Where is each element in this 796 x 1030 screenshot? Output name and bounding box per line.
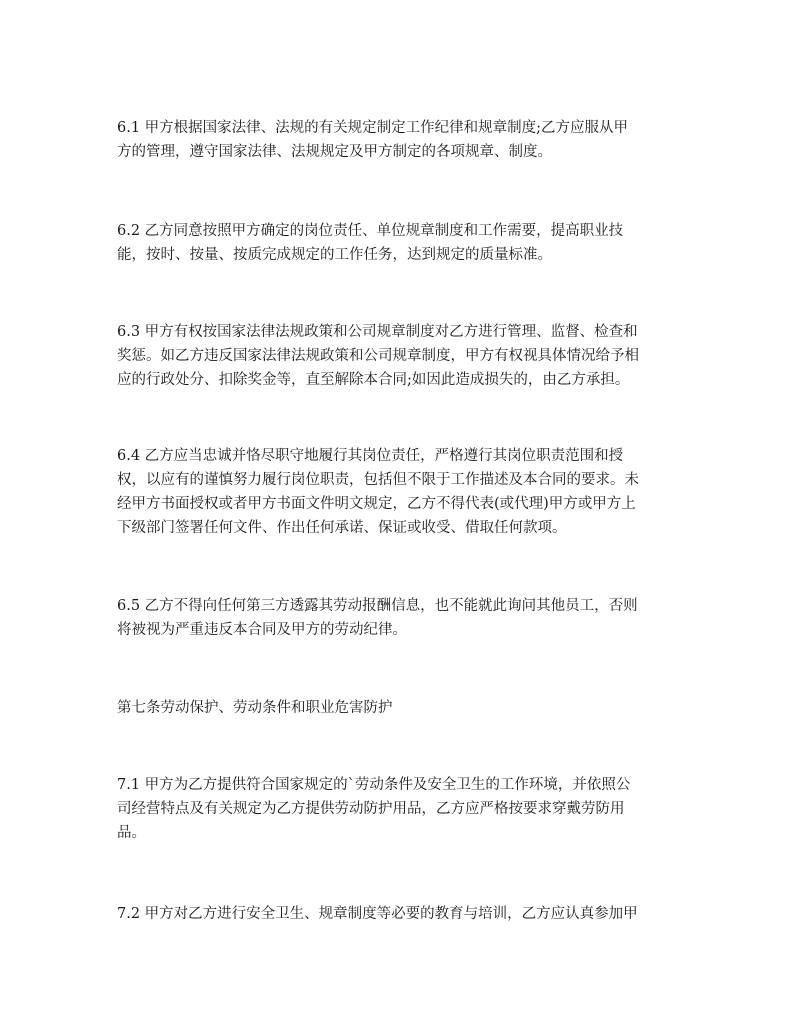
clause-6-1 — [117, 116, 683, 164]
clause-6-2 — [117, 219, 683, 267]
text-line: 7.2 甲方对乙方进行安全卫生、规章制度等必要的教育与培训，乙方应认真参加甲 — [117, 906, 638, 922]
text-line: 6.5 乙方不得向任何第三方透露其劳动报酬信息，也不能就此询问其他员工，否则 — [117, 598, 638, 614]
text-line: 将被视为严重违反本合同及甲方的劳动纪律。 — [117, 622, 407, 638]
clause-7-1 — [117, 773, 683, 845]
text-line: 奖惩。如乙方违反国家法律法规政策和公司规章制度，甲方有权视具体情况给予相 — [117, 348, 639, 364]
text-line: 6.3 甲方有权按国家法律法规政策和公司规章制度对乙方进行管理、监督、检查和 — [117, 324, 638, 340]
text-line: 6.1 甲方根据国家法律、法规的有关规定制定工作纪律和规章制度;乙方应服从甲 — [117, 120, 629, 136]
article-7-heading — [117, 696, 683, 720]
clause-6-4 — [117, 444, 683, 540]
text-line: 下级部门签署任何文件、作出任何承诺、保证或收受、借取任何款项。 — [117, 520, 567, 536]
text-line: 经甲方书面授权或者甲方书面文件明文规定，乙方不得代表(或代理)甲方或甲方上 — [117, 496, 636, 512]
clause-7-2 — [117, 902, 683, 926]
text-line: 6.2 乙方同意按照甲方确定的岗位责任、单位规章制度和工作需要，提高职业技 — [117, 223, 624, 239]
section-heading: 第七条劳动保护、劳动条件和职业危害防护 — [117, 700, 393, 716]
text-line: 6.4 乙方应当忠诚并恪尽职守地履行其岗位责任，严格遵行其岗位职责范围和授 — [117, 448, 624, 464]
text-line: 品。 — [117, 825, 146, 841]
text-line: 权，以应有的谨慎努力履行岗位职责，包括但不限于工作描述及本合同的要求。未 — [117, 472, 639, 488]
text-line: 能，按时、按量、按质完成规定的工作任务，达到规定的质量标准。 — [117, 247, 552, 263]
text-line: 司经营特点及有关规定为乙方提供劳动防护用品，乙方应严格按要求穿戴劳防用 — [117, 801, 625, 817]
clause-6-5 — [117, 594, 683, 642]
clause-6-3 — [117, 320, 683, 392]
text-line: 7.1 甲方为乙方提供符合国家规定的`劳动条件及安全卫生的工作环境，并依照公 — [117, 777, 631, 793]
text-line: 应的行政处分、扣除奖金等，直至解除本合同;如因此造成损失的，由乙方承担。 — [117, 372, 630, 388]
text-line: 方的管理，遵守国家法律、法规规定及甲方制定的各项规章、制度。 — [117, 144, 552, 160]
